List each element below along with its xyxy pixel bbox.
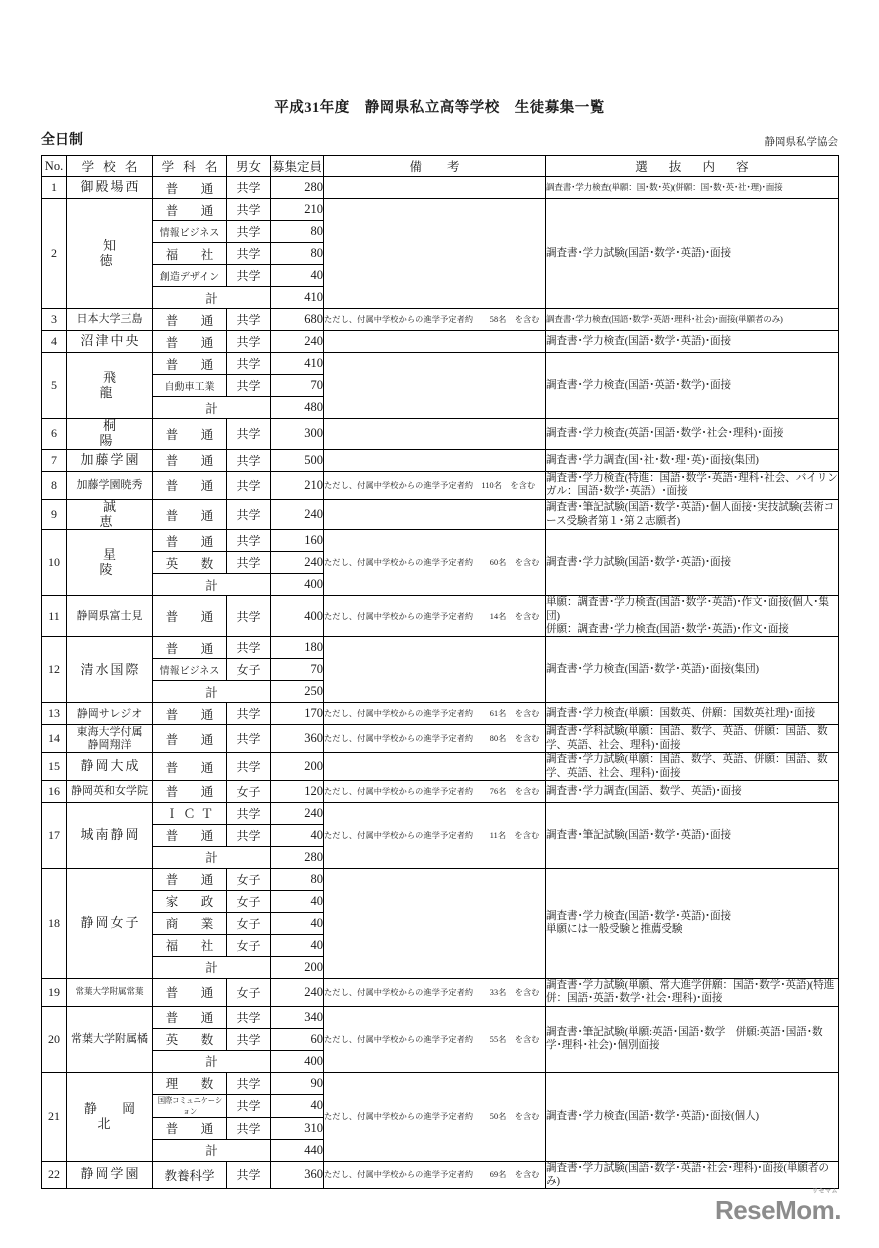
- cell-remarks: ただし、付属中学校からの進学予定者約 76名 を含む: [324, 780, 546, 802]
- cell-no: 22: [42, 1161, 67, 1189]
- cell-department: 普 通: [153, 637, 227, 659]
- table-row: [42, 802, 839, 824]
- header-sex: 男女: [227, 156, 271, 177]
- cell-gender: 女子: [227, 978, 271, 1006]
- cell-gender: 共学: [227, 802, 271, 824]
- cell-school-name: 常葉大学附属橘: [67, 1006, 153, 1072]
- table-row: [42, 780, 839, 802]
- cell-department: 英 数: [153, 1028, 227, 1050]
- cell-selection-content: 調査書･学力検査(国語･数学･英語)･面接: [546, 331, 839, 353]
- cell-capacity: 40: [271, 934, 324, 956]
- table-row: [42, 471, 839, 499]
- cell-department: 普 通: [153, 331, 227, 353]
- cell-gender: 共学: [227, 331, 271, 353]
- cell-total-capacity: 410: [271, 287, 324, 309]
- cell-school-name: 沼津中央: [67, 331, 153, 353]
- cell-department: 普 通: [153, 868, 227, 890]
- cell-gender: 共学: [227, 199, 271, 221]
- cell-total-capacity: 250: [271, 681, 324, 703]
- cell-department: 福 社: [153, 243, 227, 265]
- cell-remarks: ただし、付属中学校からの進学予定者約 50名 を含む: [324, 1072, 546, 1161]
- cell-total-label: 計: [153, 846, 271, 868]
- cell-remarks: ただし、付属中学校からの進学予定者約 80名 を含む: [324, 725, 546, 753]
- cell-selection-content: 調査書･筆記試験(国語･数学･英語)･面接: [546, 802, 839, 868]
- cell-capacity: 70: [271, 659, 324, 681]
- table-row: [42, 449, 839, 471]
- cell-department: 創造デザイン: [153, 265, 227, 287]
- table-row: [42, 177, 839, 199]
- cell-no: 2: [42, 199, 67, 309]
- cell-capacity: 240: [271, 552, 324, 574]
- cell-no: 16: [42, 780, 67, 802]
- cell-total-capacity: 200: [271, 956, 324, 978]
- cell-capacity: 280: [271, 177, 324, 199]
- cell-gender: 共学: [227, 824, 271, 846]
- cell-gender: 共学: [227, 243, 271, 265]
- cell-gender: 共学: [227, 177, 271, 199]
- cell-no: 9: [42, 499, 67, 530]
- cell-gender: 女子: [227, 912, 271, 934]
- logo-dot: .: [834, 1195, 841, 1225]
- cell-gender: 共学: [227, 1117, 271, 1139]
- cell-selection-content: 単願：調査書･学力検査(国語･数学･英語)･作文･面接(個人･集団) 併願：調査書･学力検査(国語･数学･英語)･作文･面接: [546, 596, 839, 637]
- cell-remarks: ただし、付属中学校からの進学予定者約 58名 を含む: [324, 309, 546, 331]
- cell-selection-content: 調査書･学力検査(単願：国数英、併願：国数英社理)･面接: [546, 703, 839, 725]
- cell-no: 10: [42, 530, 67, 596]
- cell-capacity: 210: [271, 471, 324, 499]
- issuer-label: 静岡県私学協会: [764, 137, 838, 148]
- header-school: 学 校 名: [67, 156, 153, 177]
- cell-selection-content: 調査書･学力試験(国語･数学･英語)･面接: [546, 530, 839, 596]
- cell-school-name: 御殿場西: [67, 177, 153, 199]
- cell-remarks: [324, 177, 546, 199]
- cell-gender: 女子: [227, 934, 271, 956]
- cell-school-name: 加藤学園: [67, 449, 153, 471]
- table-row: [42, 725, 839, 753]
- cell-school-name: 静岡大成: [67, 753, 153, 781]
- cell-capacity: 340: [271, 1006, 324, 1028]
- header-remarks: 備 考: [324, 156, 546, 177]
- cell-gender: 共学: [227, 703, 271, 725]
- cell-gender: 共学: [227, 1006, 271, 1028]
- cell-school-name: 桐 陽: [67, 419, 153, 450]
- cell-gender: 女子: [227, 868, 271, 890]
- table-row: [42, 703, 839, 725]
- cell-total-capacity: 480: [271, 397, 324, 419]
- cell-remarks: [324, 753, 546, 781]
- cell-school-name: 静 岡 北: [67, 1072, 153, 1161]
- table-row: [42, 1161, 839, 1189]
- table-row: [42, 753, 839, 781]
- table-row: [42, 530, 839, 552]
- cell-selection-content: 調査書･学力試験(国語･数学･英語･社会･理科)･面接(単願者のみ): [546, 1161, 839, 1189]
- cell-capacity: 80: [271, 868, 324, 890]
- logo-ruby: リセマム: [812, 1189, 838, 1195]
- cell-department: 家 政: [153, 890, 227, 912]
- table-row: [42, 331, 839, 353]
- cell-no: 12: [42, 637, 67, 703]
- cell-school-name: 東海大学付属 静岡翔洋: [67, 725, 153, 753]
- cell-department: 普 通: [153, 499, 227, 530]
- cell-total-label: 計: [153, 681, 271, 703]
- cell-department: 普 通: [153, 471, 227, 499]
- cell-total-capacity: 280: [271, 846, 324, 868]
- logo-text: ReseMom: [714, 1195, 835, 1225]
- cell-selection-content: 調査書･学力検査(英語･国語･数学･社会･理科)･面接: [546, 419, 839, 450]
- cell-gender: 女子: [227, 659, 271, 681]
- cell-selection-content: 調査書･学力検査(単願：国･数･英)(併願：国･数･英･社･理)･面接: [546, 177, 839, 199]
- cell-department: 商 業: [153, 912, 227, 934]
- table-row: [42, 596, 839, 637]
- cell-selection-content: 調査書･学力検査(国語･英語･数学)･面接: [546, 353, 839, 419]
- cell-department: 福 社: [153, 934, 227, 956]
- cell-department: 情報ビジネス: [153, 221, 227, 243]
- cell-school-name: 加藤学園暁秀: [67, 471, 153, 499]
- cell-school-name: 静岡学園: [67, 1161, 153, 1189]
- cell-no: 6: [42, 419, 67, 450]
- cell-selection-content: 調査書･筆記試験(国語･数学･英語)･個人面接･実技試験(芸術コース受験者第１･第２志願者): [546, 499, 839, 530]
- cell-remarks: ただし、付属中学校からの進学予定者約 33名 を含む: [324, 978, 546, 1006]
- cell-department: 普 通: [153, 177, 227, 199]
- cell-gender: 共学: [227, 552, 271, 574]
- cell-school-name: 静岡女子: [67, 868, 153, 978]
- cell-capacity: 80: [271, 221, 324, 243]
- cell-remarks: ただし、付属中学校からの進学予定者約 61名 を含む: [324, 703, 546, 725]
- cell-selection-content: 調査書･筆記試験(単願:英語･国語･数学 併願:英語･国語･数学･理科･社会)･個別面接: [546, 1006, 839, 1072]
- cell-school-name: 静岡県富士見: [67, 596, 153, 637]
- cell-no: 8: [42, 471, 67, 499]
- cell-total-label: 計: [153, 1139, 271, 1161]
- cell-gender: 共学: [227, 221, 271, 243]
- cell-capacity: 160: [271, 530, 324, 552]
- cell-school-name: 静岡英和女学院: [67, 780, 153, 802]
- cell-total-capacity: 400: [271, 1050, 324, 1072]
- cell-capacity: 120: [271, 780, 324, 802]
- cell-remarks: [324, 199, 546, 309]
- cell-gender: 共学: [227, 449, 271, 471]
- cell-capacity: 410: [271, 353, 324, 375]
- cell-capacity: 180: [271, 637, 324, 659]
- cell-gender: 共学: [227, 637, 271, 659]
- cell-selection-content: 調査書･学力試験(国語･数学･英語)･面接: [546, 199, 839, 309]
- section-label: 全日制: [41, 133, 83, 148]
- cell-capacity: 210: [271, 199, 324, 221]
- cell-capacity: 200: [271, 753, 324, 781]
- cell-selection-content: 調査書･学力検査(国語･数学･英語)･面接(個人): [546, 1072, 839, 1161]
- cell-no: 17: [42, 802, 67, 868]
- cell-capacity: 90: [271, 1072, 324, 1094]
- cell-selection-content: 調査書･学力試験(単願、常大進学併願：国語･数学･英語)(特進併：国語･英語･数学･社会･理科)･面接: [546, 978, 839, 1006]
- cell-remarks: ただし、付属中学校からの進学予定者約 69名 を含む: [324, 1161, 546, 1189]
- table-body: [42, 177, 839, 1189]
- cell-gender: 共学: [227, 530, 271, 552]
- cell-remarks: [324, 499, 546, 530]
- cell-department: 普 通: [153, 824, 227, 846]
- cell-capacity: 360: [271, 1161, 324, 1189]
- header-capacity: 募集定員: [271, 156, 324, 177]
- cell-department: 英 数: [153, 552, 227, 574]
- cell-remarks: ただし、付属中学校からの進学予定者約 110名 を含む: [324, 471, 546, 499]
- cell-gender: 共学: [227, 353, 271, 375]
- cell-gender: 共学: [227, 1028, 271, 1050]
- table-row: [42, 1072, 839, 1094]
- cell-department: 普 通: [153, 753, 227, 781]
- cell-remarks: ただし、付属中学校からの進学予定者約 55名 を含む: [324, 1006, 546, 1072]
- cell-no: 11: [42, 596, 67, 637]
- table-row: [42, 199, 839, 221]
- cell-gender: 共学: [227, 1094, 271, 1117]
- cell-remarks: [324, 868, 546, 978]
- cell-no: 1: [42, 177, 67, 199]
- cell-gender: 共学: [227, 596, 271, 637]
- cell-department: 普 通: [153, 449, 227, 471]
- cell-capacity: 240: [271, 978, 324, 1006]
- cell-capacity: 310: [271, 1117, 324, 1139]
- cell-no: 19: [42, 978, 67, 1006]
- cell-remarks: ただし、付属中学校からの進学予定者約 60名 を含む: [324, 530, 546, 596]
- cell-total-label: 計: [153, 956, 271, 978]
- cell-department: 教養科学: [153, 1161, 227, 1189]
- cell-selection-content: 調査書･学科試験(単願：国語、数学、英語、併願：国語、数学、英語、社会、理科)･面接: [546, 725, 839, 753]
- header-row: [42, 156, 839, 177]
- cell-remarks: [324, 449, 546, 471]
- cell-gender: 共学: [227, 265, 271, 287]
- header-no: No.: [42, 156, 67, 177]
- cell-no: 5: [42, 353, 67, 419]
- cell-capacity: 240: [271, 331, 324, 353]
- cell-department: 普 通: [153, 530, 227, 552]
- cell-no: 21: [42, 1072, 67, 1161]
- cell-gender: 共学: [227, 1072, 271, 1094]
- cell-capacity: 400: [271, 596, 324, 637]
- cell-gender: 共学: [227, 499, 271, 530]
- cell-selection-content: 調査書･学力検査(国語･数学･英語)･面接 単願には一般受験と推薦受験: [546, 868, 839, 978]
- cell-remarks: [324, 637, 546, 703]
- table-row: [42, 419, 839, 450]
- cell-selection-content: 調査書･学力試験(単願：国語、数学、英語、併願：国語、数学、英語、社会、理科)･面接: [546, 753, 839, 781]
- cell-capacity: 360: [271, 725, 324, 753]
- cell-department: 普 通: [153, 419, 227, 450]
- cell-school-name: 日本大学三島: [67, 309, 153, 331]
- table-row: [42, 978, 839, 1006]
- header-dept: 学 科 名: [153, 156, 227, 177]
- cell-remarks: [324, 331, 546, 353]
- cell-department: 普 通: [153, 353, 227, 375]
- cell-department: 普 通: [153, 1006, 227, 1028]
- table-row: [42, 637, 839, 659]
- cell-department: ＩＣＴ: [153, 802, 227, 824]
- cell-gender: 共学: [227, 419, 271, 450]
- cell-school-name: 清水国際: [67, 637, 153, 703]
- cell-school-name: 誠 恵: [67, 499, 153, 530]
- cell-capacity: 170: [271, 703, 324, 725]
- cell-no: 18: [42, 868, 67, 978]
- table-row: [42, 1006, 839, 1028]
- cell-capacity: 40: [271, 1094, 324, 1117]
- table-row: [42, 499, 839, 530]
- cell-no: 14: [42, 725, 67, 753]
- cell-school-name: 星 陵: [67, 530, 153, 596]
- cell-no: 3: [42, 309, 67, 331]
- table-row: [42, 868, 839, 890]
- cell-department: 普 通: [153, 1117, 227, 1139]
- cell-selection-content: 調査書･学力検査(国語･数学･英語･理科･社会)･面接(単願者のみ): [546, 309, 839, 331]
- cell-gender: 共学: [227, 375, 271, 397]
- cell-remarks: ただし、付属中学校からの進学予定者約 14名 を含む: [324, 596, 546, 637]
- cell-department: 普 通: [153, 596, 227, 637]
- cell-capacity: 80: [271, 243, 324, 265]
- cell-no: 20: [42, 1006, 67, 1072]
- cell-selection-content: 調査書･学力検査(国語･数学･英語)･面接(集団): [546, 637, 839, 703]
- cell-remarks: [324, 419, 546, 450]
- cell-capacity: 40: [271, 890, 324, 912]
- cell-gender: 共学: [227, 753, 271, 781]
- cell-no: 15: [42, 753, 67, 781]
- cell-remarks: ただし、付属中学校からの進学予定者約 11名 を含む: [324, 802, 546, 868]
- cell-department: 自動車工業: [153, 375, 227, 397]
- cell-capacity: 40: [271, 912, 324, 934]
- cell-school-name: 静岡サレジオ: [67, 703, 153, 725]
- cell-capacity: 60: [271, 1028, 324, 1050]
- cell-no: 4: [42, 331, 67, 353]
- cell-no: 13: [42, 703, 67, 725]
- table-row: [42, 309, 839, 331]
- cell-department: 普 通: [153, 703, 227, 725]
- school-recruitment-table: [41, 155, 839, 1189]
- cell-department: 普 通: [153, 780, 227, 802]
- cell-department: 情報ビジネス: [153, 659, 227, 681]
- cell-total-label: 計: [153, 397, 271, 419]
- cell-capacity: 500: [271, 449, 324, 471]
- cell-school-name: 常葉大学附属常葉: [67, 978, 153, 1006]
- cell-capacity: 40: [271, 824, 324, 846]
- cell-department: 普 通: [153, 309, 227, 331]
- cell-gender: 共学: [227, 471, 271, 499]
- cell-department: 普 通: [153, 199, 227, 221]
- table-row: [42, 353, 839, 375]
- cell-school-name: 飛 龍: [67, 353, 153, 419]
- cell-capacity: 240: [271, 802, 324, 824]
- cell-total-capacity: 440: [271, 1139, 324, 1161]
- cell-selection-content: 調査書･学力調査(国･社･数･理･英)･面接(集団): [546, 449, 839, 471]
- cell-selection-content: 調査書･学力調査(国語、数学、英語)･面接: [546, 780, 839, 802]
- cell-total-label: 計: [153, 287, 271, 309]
- cell-department: 理 数: [153, 1072, 227, 1094]
- table-header: [42, 156, 839, 177]
- cell-no: 7: [42, 449, 67, 471]
- cell-gender: 女子: [227, 890, 271, 912]
- cell-department: 普 通: [153, 725, 227, 753]
- cell-gender: 女子: [227, 780, 271, 802]
- page-title: 平成31年度 静岡県私立高等学校 生徒募集一覧: [274, 100, 605, 116]
- cell-capacity: 240: [271, 499, 324, 530]
- cell-capacity: 680: [271, 309, 324, 331]
- cell-remarks: [324, 353, 546, 419]
- resemom-logo: [714, 1189, 841, 1226]
- cell-capacity: 300: [271, 419, 324, 450]
- cell-school-name: 知 徳: [67, 199, 153, 309]
- cell-gender: 共学: [227, 309, 271, 331]
- cell-capacity: 40: [271, 265, 324, 287]
- cell-total-label: 計: [153, 1050, 271, 1072]
- cell-total-label: 計: [153, 574, 271, 596]
- cell-department: 国際コミュニケーション: [157, 1095, 222, 1116]
- cell-total-capacity: 400: [271, 574, 324, 596]
- cell-gender: 共学: [227, 1161, 271, 1189]
- cell-school-name: 城南静岡: [67, 802, 153, 868]
- header-selection: 選 抜 内 容: [546, 156, 839, 177]
- cell-gender: 共学: [227, 725, 271, 753]
- cell-capacity: 70: [271, 375, 324, 397]
- cell-department: 普 通: [153, 978, 227, 1006]
- cell-selection-content: 調査書･学力検査(特進：国語･数学･英語･理科･社会、バイリンガル：国語･数学･英語）･面接: [546, 472, 838, 498]
